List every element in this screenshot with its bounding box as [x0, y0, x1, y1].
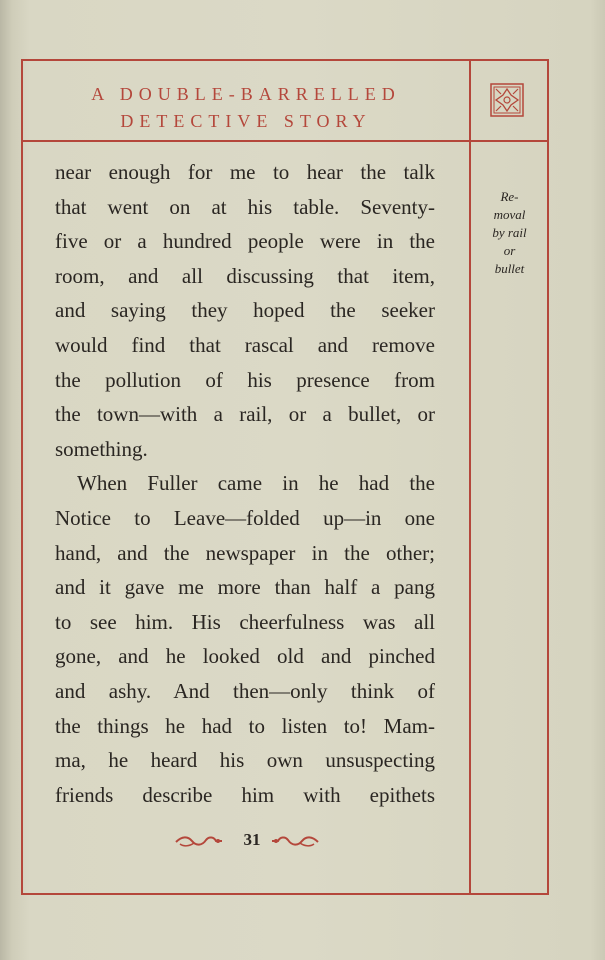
text-line: ma, he heard his own unsuspecting	[55, 748, 435, 773]
marginal-note-line: or	[503, 243, 516, 258]
running-head-line-1: A DOUBLE-BARRELLED	[91, 84, 401, 104]
text-line: would find that rascal and remove	[55, 332, 435, 357]
text-line: that went on at his table. Seventy-	[55, 194, 435, 219]
marginal-note	[472, 188, 547, 278]
marginal-note-line: Re-	[500, 189, 519, 204]
text-line: near enough for me to hear the talk	[55, 160, 435, 184]
text-line: gone, and he looked old and pinched	[55, 644, 435, 669]
text-line: and saying they hoped the seeker	[55, 298, 435, 323]
text-line: hand, and the newspaper in the other;	[55, 540, 435, 565]
text-line: When Fuller came in he had the	[77, 471, 435, 496]
body-text	[55, 155, 435, 812]
text-line: and ashy. And then—only think of	[55, 678, 435, 703]
text-line: the pollution of his presence from	[55, 367, 435, 392]
marginal-note-line: by rail	[492, 225, 527, 240]
text-line: to see him. His cheerfulness was all	[55, 609, 435, 634]
text-line: the things he had to listen to! Mam-	[55, 713, 435, 738]
left-flourish-icon	[174, 834, 224, 848]
text-line: five or a hundred people were in the	[55, 229, 435, 254]
text-line: the town—with a rail, or a bullet, or	[55, 402, 435, 427]
decorative-ornament-icon	[490, 83, 524, 117]
text-line: and it gave me more than half a pang	[55, 575, 435, 600]
text-line: something.	[55, 436, 148, 461]
text-line: Notice to Leave—folded up—in one	[55, 505, 435, 530]
text-line: friends describe him with epithets	[55, 782, 435, 807]
running-head-line-2: DETECTIVE STORY	[120, 111, 372, 131]
marginal-note-line: bullet	[494, 261, 525, 276]
running-head	[23, 61, 469, 140]
right-flourish-icon	[270, 834, 320, 848]
marginal-note-line: moval	[493, 207, 526, 222]
page-number: 31	[243, 830, 261, 849]
text-line: room, and all discussing that item,	[55, 263, 435, 288]
margin-divider	[469, 59, 471, 895]
